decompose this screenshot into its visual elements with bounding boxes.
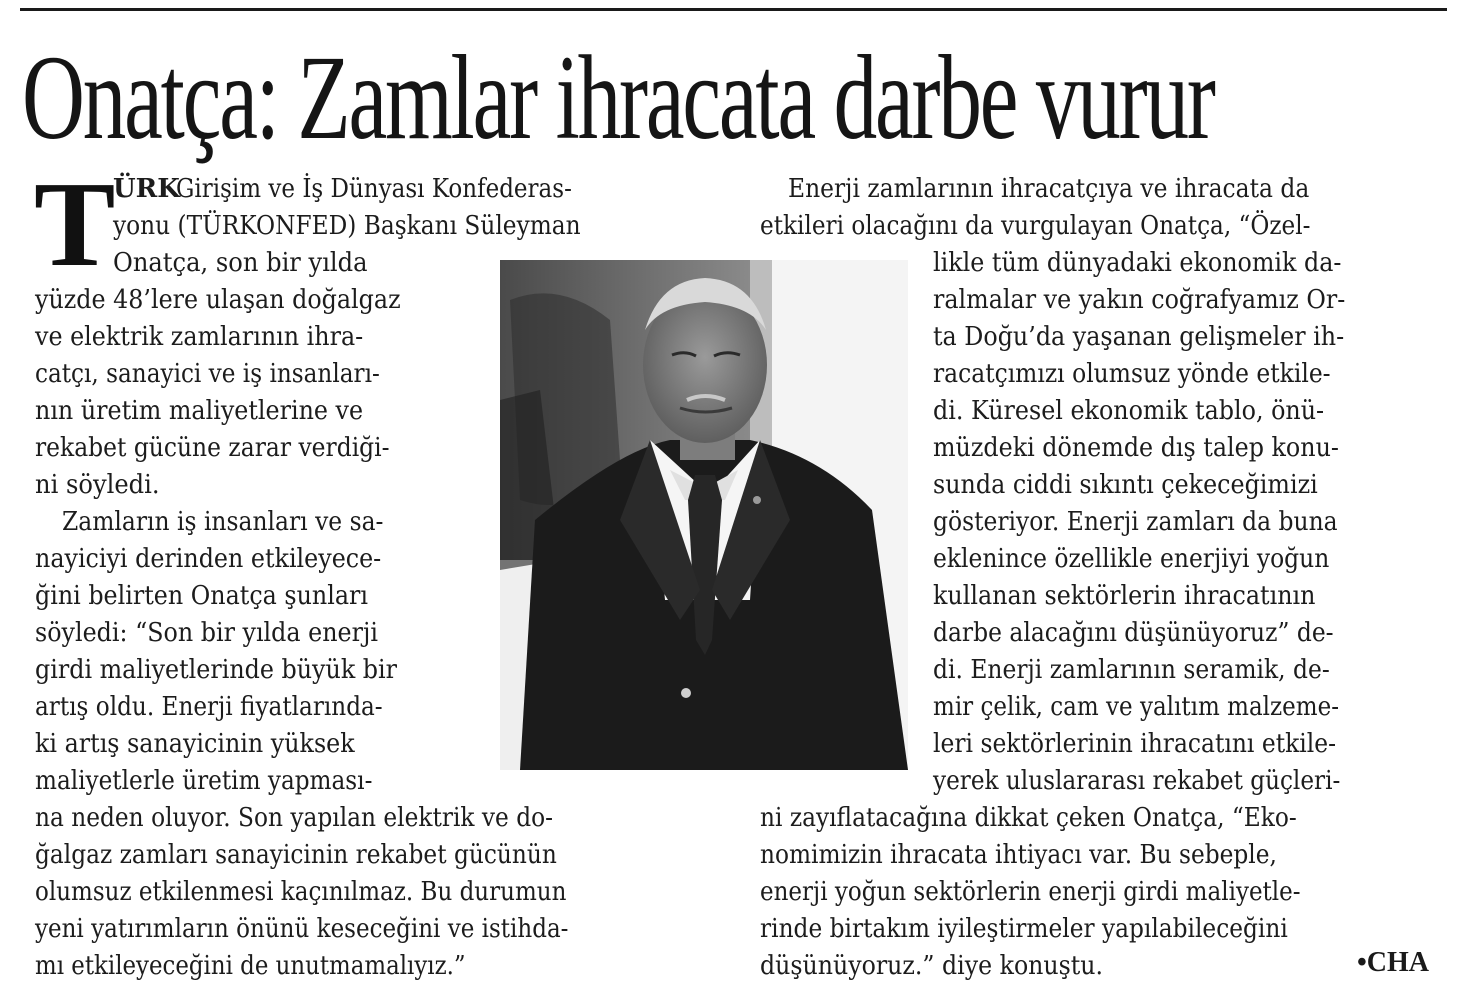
col2-line: rinde birtakım iyileştirmeler yapılabileceğini: [760, 914, 1288, 944]
top-rule: [20, 8, 1447, 11]
col2-line: racatçımızı olumsuz yönde etkile-: [933, 359, 1331, 389]
col2-line: ta Doğu’da yaşanan gelişmeler ih-: [933, 322, 1345, 352]
col1-line: yüzde 48’lere ulaşan doğalgaz: [35, 285, 401, 315]
col1-line: rekabet gücüne zarar verdiği-: [35, 433, 390, 463]
col1-line: maliyetlerle üretim yapması-: [35, 766, 373, 796]
col1-line: nın üretim maliyetlerine ve: [35, 396, 364, 426]
col1-line: artış oldu. Enerji fiyatlarında-: [35, 692, 383, 722]
col1-line: olumsuz etkilenmesi kaçınılmaz. Bu durumun: [35, 877, 567, 907]
col2-line: yerek uluslararası rekabet güçleri-: [933, 766, 1341, 796]
col2-line: enerji yoğun sektörlerin enerji girdi maliyetle-: [760, 877, 1301, 907]
col1-line: Onatça, son bir yılda: [113, 248, 368, 278]
col2-line: di. Enerji zamlarının seramik, de-: [933, 655, 1330, 685]
col2-line: leri sektörlerinin ihracatını etkile-: [933, 729, 1337, 759]
col1-line: ki artış sanayicinin yüksek: [35, 729, 355, 759]
col2-line: sunda ciddi sıkıntı çekeceğimizi: [933, 470, 1318, 500]
article-headline: Onatça: Zamlar ihracata darbe vurur: [22, 31, 1214, 165]
col1-line: nayiciyi derinden etkileyece-: [35, 544, 382, 574]
news-agency-credit: •CHA: [1357, 947, 1430, 978]
col1-line: ğalgaz zamları sanayicinin rekabet gücünün: [35, 840, 557, 870]
col2-line: ralmalar ve yakın coğrafyamız Or-: [933, 285, 1346, 315]
col1-line: mı etkileyeceğini de unutmamalıyız.”: [35, 951, 466, 981]
col2-line: ni zayıflatacağına dikkat çeken Onatça, “Eko-: [760, 803, 1297, 833]
col2-line: likle tüm dünyadaki ekonomik da-: [933, 248, 1342, 278]
col1-line: ve elektrik zamlarının ihra-: [35, 322, 364, 352]
col1-line: catçı, sanayici ve iş insanları-: [35, 359, 380, 389]
col2-line: düşünüyoruz.” diye konuştu.: [760, 951, 1104, 981]
portrait-illustration: [500, 260, 908, 770]
col2-line: darbe alacağını düşünüyoruz” de-: [933, 618, 1334, 648]
col1-line: yonu (TÜRKONFED) Başkanı Süleyman: [113, 211, 581, 241]
col2-line: müzdeki dönemde dış talep konu-: [933, 433, 1339, 463]
col2-line: kullanan sektörlerin ihracatının: [933, 581, 1316, 611]
col1-line: girdi maliyetlerinde büyük bir: [35, 655, 398, 685]
col1-line: Zamların iş insanları ve sa-: [62, 507, 384, 537]
col2-line: di. Küresel ekonomik tablo, önü-: [933, 396, 1325, 426]
portrait-photo: [500, 260, 908, 770]
drop-cap: T: [34, 157, 116, 292]
col2-line: etkileri olacağını da vurgulayan Onatça, “Özel-: [760, 211, 1311, 241]
col2-line: Enerji zamlarının ihracatçıya ve ihracata da: [788, 174, 1310, 204]
col1-line: Girişim ve İş Dünyası Konfederas-: [176, 174, 572, 204]
col1-line: yeni yatırımların önünü keseceğini ve istihda-: [35, 914, 569, 944]
lead-bold-text: ÜRK: [113, 174, 180, 204]
col1-line: ğini belirten Onatça şunları: [35, 581, 369, 611]
col1-line: ni söyledi.: [35, 470, 160, 500]
col2-line: gösteriyor. Enerji zamları da buna: [933, 507, 1338, 537]
col1-line: na neden oluyor. Son yapılan elektrik ve do-: [35, 803, 554, 833]
col2-line: nomimizin ihracata ihtiyacı var. Bu sebeple,: [760, 840, 1277, 870]
col2-line: eklenince özellikle enerjiyi yoğun: [933, 544, 1330, 574]
col1-line: söyledi: “Son bir yılda enerji: [35, 618, 378, 648]
col2-line: mir çelik, cam ve yalıtım malzeme-: [933, 692, 1339, 722]
